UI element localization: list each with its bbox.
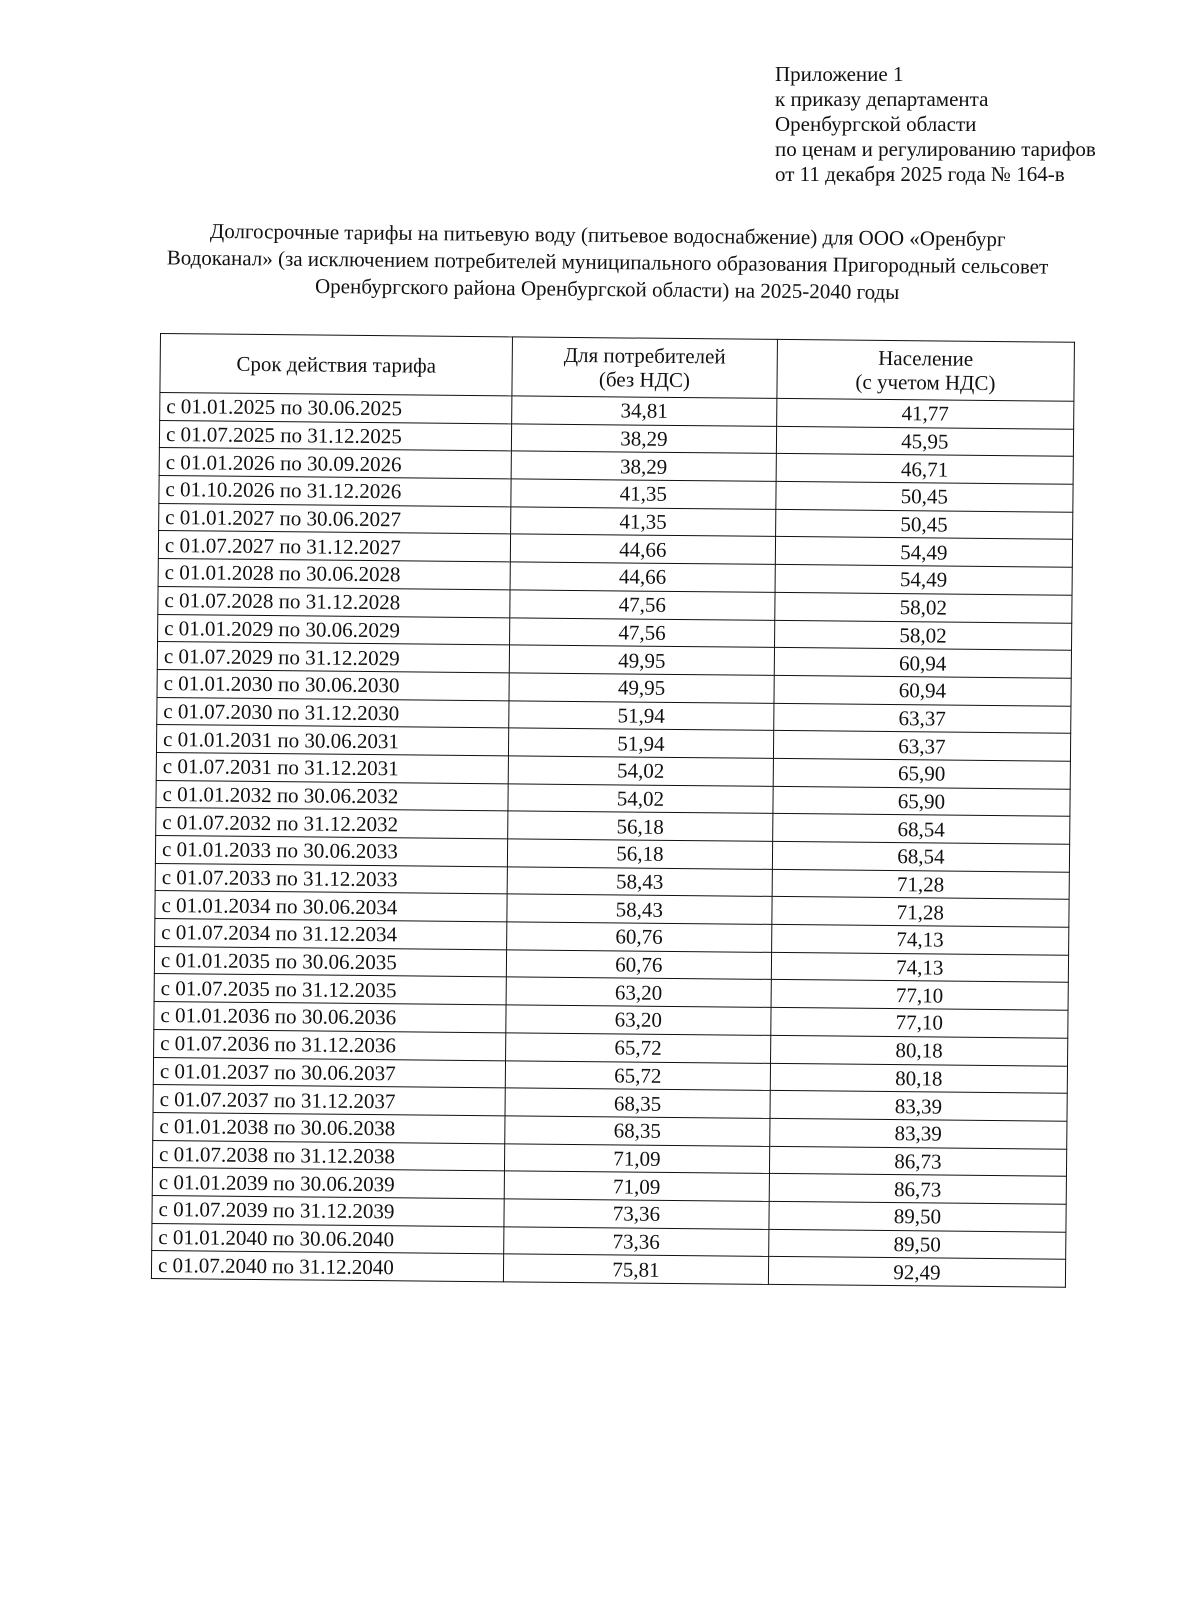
cell-consumers: 54,02 (508, 756, 773, 786)
cell-population: 54,49 (775, 537, 1072, 568)
header-consumers (512, 337, 777, 399)
cell-consumers: 56,18 (507, 839, 772, 869)
cell-population: 58,02 (775, 592, 1072, 623)
header-population (777, 339, 1075, 401)
cell-population: 71,28 (772, 897, 1069, 928)
appendix-line: Приложение 1 (775, 62, 904, 86)
cell-period: с 01.07.2034 по 31.12.2034 (155, 919, 507, 950)
cell-period: с 01.07.2032 по 31.12.2032 (156, 808, 508, 839)
cell-period: с 01.01.2037 по 30.06.2037 (153, 1057, 505, 1088)
cell-period: с 01.07.2027 по 31.12.2027 (158, 531, 510, 562)
cell-period: с 01.07.2036 по 31.12.2036 (154, 1029, 506, 1060)
cell-period: с 01.07.2030 по 31.12.2030 (157, 697, 509, 728)
cell-consumers: 51,94 (509, 700, 774, 730)
cell-consumers: 68,35 (505, 1116, 770, 1146)
cell-consumers: 73,36 (504, 1199, 769, 1229)
table-header-row (160, 334, 1075, 402)
cell-consumers: 73,36 (504, 1226, 769, 1256)
cell-population: 63,37 (773, 703, 1070, 734)
cell-consumers: 51,94 (508, 728, 773, 758)
cell-population: 83,39 (769, 1118, 1066, 1149)
cell-consumers: 63,20 (506, 977, 771, 1007)
cell-population: 45,95 (776, 426, 1073, 457)
cell-population: 86,73 (769, 1146, 1066, 1177)
cell-consumers: 41,35 (511, 479, 776, 509)
cell-population: 80,18 (770, 1035, 1067, 1066)
cell-population: 86,73 (769, 1174, 1066, 1205)
cell-population: 74,13 (771, 952, 1068, 983)
header-consumers-note: (без НДС) (598, 367, 691, 393)
cell-period: с 01.07.2037 по 31.12.2037 (153, 1085, 505, 1116)
cell-period: с 01.01.2038 по 30.06.2038 (153, 1112, 505, 1143)
appendix-line: к приказу департамента (775, 87, 989, 111)
cell-consumers: 47,56 (510, 617, 775, 647)
cell-consumers: 68,35 (505, 1088, 770, 1118)
document-title (120, 217, 1096, 308)
cell-population: 54,49 (775, 565, 1072, 596)
cell-consumers: 41,35 (511, 507, 776, 537)
cell-consumers: 44,66 (510, 534, 775, 564)
cell-consumers: 75,81 (503, 1254, 768, 1284)
cell-period: с 01.07.2038 по 31.12.2038 (152, 1140, 504, 1171)
cell-population: 46,71 (776, 454, 1073, 485)
cell-population: 41,77 (776, 398, 1073, 429)
cell-period: с 01.07.2033 по 31.12.2033 (155, 863, 507, 894)
cell-consumers: 71,09 (504, 1171, 769, 1201)
cell-population: 74,13 (771, 924, 1068, 955)
cell-consumers: 65,72 (505, 1060, 770, 1090)
cell-period: с 01.01.2026 по 30.09.2026 (159, 448, 511, 479)
cell-population: 92,49 (768, 1257, 1065, 1288)
cell-consumers: 54,02 (508, 783, 773, 813)
cell-period: с 01.07.2039 по 31.12.2039 (152, 1195, 504, 1226)
cell-period: с 01.07.2028 по 31.12.2028 (158, 586, 510, 617)
cell-population: 65,90 (773, 758, 1070, 789)
cell-population: 60,94 (774, 648, 1071, 679)
cell-period: с 01.01.2029 по 30.06.2029 (158, 614, 510, 645)
cell-consumers: 38,29 (511, 424, 776, 454)
cell-population: 60,94 (774, 675, 1071, 706)
cell-period: с 01.01.2032 по 30.06.2032 (156, 780, 508, 811)
cell-population: 89,50 (769, 1201, 1066, 1232)
title-line: Водоканал» (за исключением потребителей муниципального образования Пригородный сельсовет (166, 245, 1049, 279)
cell-population: 68,54 (772, 841, 1069, 872)
cell-population: 83,39 (770, 1091, 1067, 1122)
cell-period: с 01.01.2036 по 30.06.2036 (154, 1002, 506, 1033)
cell-consumers: 65,72 (506, 1033, 771, 1063)
cell-population: 50,45 (775, 509, 1072, 540)
cell-population: 80,18 (770, 1063, 1067, 1094)
cell-period: с 01.01.2031 по 30.06.2031 (156, 725, 508, 756)
cell-period: с 01.07.2040 по 31.12.2040 (151, 1251, 503, 1282)
appendix-line: от 11 декабря 2025 года № 164-в (775, 162, 1065, 186)
cell-consumers: 47,56 (510, 590, 775, 620)
appendix-line: по ценам и регулированию тарифов (775, 137, 1096, 161)
cell-period: с 01.01.2030 по 30.06.2030 (157, 669, 509, 700)
cell-consumers: 56,18 (508, 811, 773, 841)
cell-period: с 01.07.2025 по 31.12.2025 (159, 420, 511, 451)
tariff-table-body (151, 393, 1073, 1288)
cell-period: с 01.07.2029 по 31.12.2029 (157, 642, 509, 673)
title-line: Долгосрочные тарифы на питьевую воду (питьевое водоснабжение) для ООО «Оренбург (209, 218, 1006, 252)
cell-period: с 01.07.2031 по 31.12.2031 (156, 752, 508, 783)
cell-period: с 01.01.2040 по 30.06.2040 (152, 1223, 504, 1254)
cell-consumers: 60,76 (507, 922, 772, 952)
tariff-table (151, 333, 1075, 1288)
appendix-block (775, 62, 1096, 187)
tariff-table-wrapper (151, 333, 1075, 1288)
header-consumers-label: Для потребителей (563, 342, 726, 369)
cell-population: 77,10 (771, 1008, 1068, 1039)
cell-population: 77,10 (771, 980, 1068, 1011)
cell-period: с 01.01.2028 по 30.06.2028 (158, 559, 510, 590)
cell-population: 58,02 (774, 620, 1071, 651)
cell-consumers: 38,29 (511, 451, 776, 481)
cell-consumers: 49,95 (509, 645, 774, 675)
cell-consumers: 49,95 (509, 673, 774, 703)
cell-period: с 01.01.2039 по 30.06.2039 (152, 1168, 504, 1199)
cell-population: 89,50 (768, 1229, 1065, 1260)
header-population-note: (с учетом НДС) (855, 369, 996, 396)
cell-period: с 01.07.2035 по 31.12.2035 (154, 974, 506, 1005)
cell-consumers: 34,81 (512, 396, 777, 426)
cell-period: с 01.01.2034 по 30.06.2034 (155, 891, 507, 922)
appendix-line: Оренбургской области (775, 112, 977, 136)
cell-consumers: 63,20 (506, 1005, 771, 1035)
cell-consumers: 58,43 (507, 867, 772, 897)
cell-consumers: 60,76 (506, 950, 771, 980)
cell-period: с 01.10.2026 по 31.12.2026 (159, 476, 511, 507)
cell-population: 71,28 (772, 869, 1069, 900)
cell-period: с 01.01.2025 по 30.06.2025 (160, 393, 512, 424)
cell-population: 65,90 (773, 786, 1070, 817)
cell-population: 68,54 (772, 814, 1069, 845)
cell-period: с 01.01.2033 по 30.06.2033 (155, 835, 507, 866)
cell-consumers: 71,09 (505, 1143, 770, 1173)
cell-period: с 01.01.2035 по 30.06.2035 (154, 946, 506, 977)
header-period (160, 334, 513, 396)
cell-population: 50,45 (776, 481, 1073, 512)
cell-population: 63,37 (773, 731, 1070, 762)
cell-consumers: 44,66 (510, 562, 775, 592)
cell-period: с 01.01.2027 по 30.06.2027 (159, 503, 511, 534)
header-period-label: Срок действия тарифа (236, 351, 437, 378)
title-line: Оренбургского района Оренбургской области) на 2025-2040 годы (314, 273, 900, 305)
header-population-label: Население (878, 345, 974, 371)
cell-consumers: 58,43 (507, 894, 772, 924)
